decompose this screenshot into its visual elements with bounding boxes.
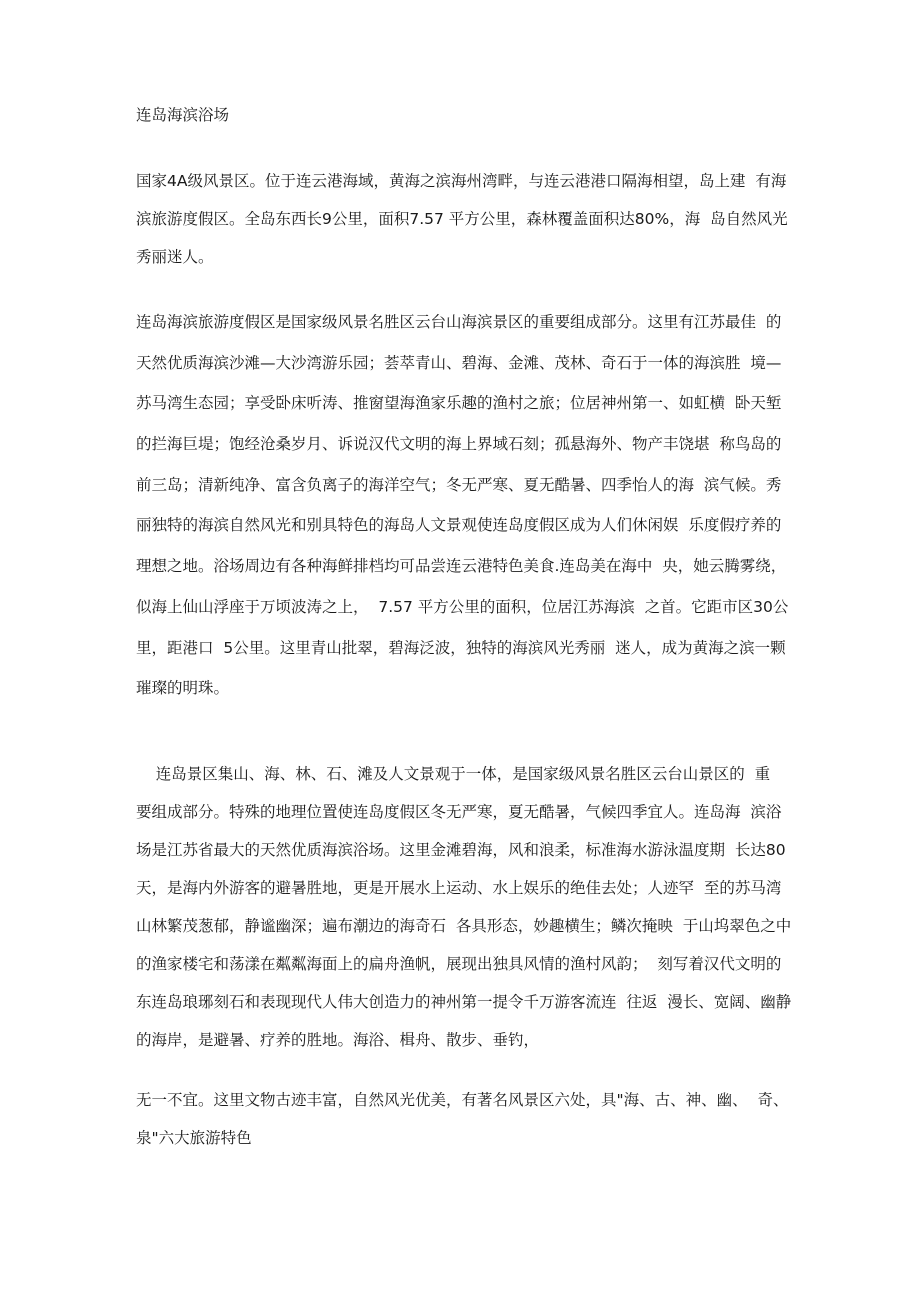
text-line: 的渔家楼宅和荡漾在粼粼海面上的扁舟渔帆，展现出独具风情的渔村风韵； 刻写着汉代文明的 bbox=[136, 955, 782, 973]
text-line: 丽独特的海滨自然风光和别具特色的海岛人文景观使连岛度假区成为人们休闲娱 乐度假疗养的 bbox=[136, 516, 782, 535]
text-line: 璀璨的明珠。 bbox=[136, 679, 230, 698]
paragraph-2 bbox=[136, 302, 788, 709]
text-line: 场是江苏省最大的天然优质海滨浴场。这里金滩碧海，风和浪柔，标准海水游泳温度期 长达80 bbox=[136, 841, 786, 859]
text-line: 的海岸，是避暑、疗养的胜地。海浴、楫舟、散步、垂钓， bbox=[136, 1031, 540, 1049]
paragraph-1 bbox=[136, 162, 788, 276]
text-line: 无一不宜。这里文物古迹丰富，自然风光优美，有著名风景区六处，具"海、古、神、幽、 奇、 bbox=[136, 1091, 789, 1109]
text-line: 里，距港口 5公里。这里青山批翠，碧海泛波，独特的海滨风光秀丽 迷人，成为黄海之滨一颗 bbox=[136, 638, 786, 657]
paragraph-4 bbox=[136, 1081, 789, 1157]
text-line: 滨旅游度假区。全岛东西长9公里，面积7.57 平方公里，森林覆盖面积达80%，海 岛自然风光 bbox=[136, 210, 788, 228]
text-line: 似海上仙山浮座于万顷波涛之上， 7.57 平方公里的面积，位居江苏海滨 之首。它距市区30公 bbox=[136, 597, 789, 616]
text-line: 苏马湾生态园；享受卧床听涛、推窗望海渔家乐趣的渔村之旅；位居神州第一、如虹横 卧天堑 bbox=[136, 394, 782, 413]
text-line: 秀丽迷人。 bbox=[136, 248, 214, 266]
text-line: 连岛海滨旅游度假区是国家级风景名胜区云台山海滨景区的重要组成部分。这里有江苏最佳 的 bbox=[136, 313, 782, 331]
text-line: 要组成部分。特殊的地理位置使连岛度假区冬无严寒，夏无酷暑，气候四季宜人。连岛海 滨浴 bbox=[136, 803, 782, 821]
text-line: 山林繁茂葱郁，静谧幽深；遍布潮边的海奇石 各具形态，妙趣横生；鳞次掩映 于山坞翠色之中 bbox=[136, 917, 792, 935]
text-line: 前三岛；清新纯净、富含负离子的海洋空气；冬无严寒、夏无酷暑、四季怡人的海 滨气候。秀 bbox=[136, 475, 782, 494]
text-line: 泉"六大旅游特色 bbox=[136, 1129, 252, 1147]
title-text: 连岛海滨浴场 bbox=[136, 106, 230, 124]
text-line: 东连岛琅琊刻石和表现现代人伟大创造力的神州第一提令千万游客流连 往返 漫长、宽阔、幽静 bbox=[136, 993, 792, 1011]
text-line: 天，是海内外游客的避暑胜地，更是开展水上运动、水上娱乐的绝佳去处；人迹罕 至的苏马湾 bbox=[136, 879, 782, 897]
text-line: 国家4A级风景区。位于连云港海域，黄海之滨海州湾畔，与连云港港口隔海相望，岛上建 有海 bbox=[136, 172, 787, 190]
text-line: 天然优质海滨沙滩—大沙湾游乐园；荟萃青山、碧海、金滩、茂林、奇石于一体的海滨胜 境— bbox=[136, 353, 782, 372]
text-line: 理想之地。浴场周边有各种海鲜排档均可品尝连云港特色美食.连岛美在海中 央，她云腾雾绕， bbox=[136, 557, 787, 576]
paragraph-3 bbox=[136, 755, 791, 1059]
text-line: 的拦海巨堤；饱经沧桑岁月、诉说汉代文明的海上界域石刻；孤悬海外、物产丰饶堪 称鸟岛的 bbox=[136, 435, 782, 454]
document-title bbox=[136, 96, 229, 134]
text-line: 连岛景区集山、海、林、石、滩及人文景观于一体，是国家级风景名胜区云台山景区的 重 bbox=[136, 765, 771, 783]
